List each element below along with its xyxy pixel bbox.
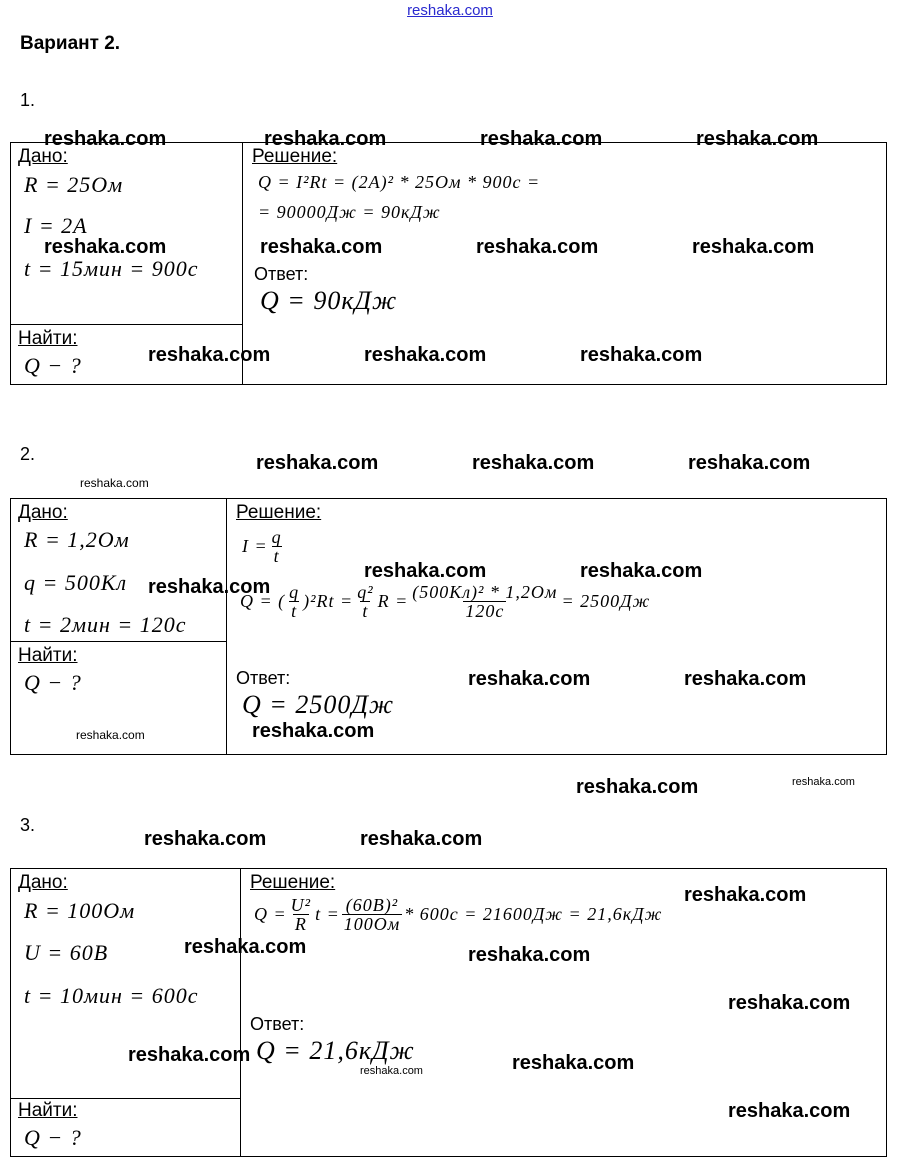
answer-header: Ответ:: [250, 1014, 305, 1034]
find-header: Найти:: [18, 328, 78, 349]
watermark: reshaka.com: [476, 236, 599, 258]
given-header: Дано:: [18, 502, 68, 523]
divider: [226, 498, 227, 755]
given-charge: q = 500Кл: [24, 570, 128, 595]
fraction: [270, 528, 284, 565]
formula-part: t =: [315, 904, 340, 924]
watermark: reshaka.com: [692, 236, 815, 258]
watermark: reshaka.com: [44, 128, 167, 150]
heat-formula: [254, 896, 662, 933]
watermark: reshaka.com: [184, 936, 307, 958]
given-time: t = 15мин = 900с: [24, 256, 199, 281]
watermark: reshaka.com: [360, 828, 483, 850]
heat-formula: [240, 583, 650, 620]
formula-part: I =: [242, 536, 268, 556]
answer-header: Ответ:: [254, 264, 309, 284]
divider: [240, 868, 241, 1157]
numerator: (60B)²: [345, 895, 399, 915]
watermark: reshaka.com: [76, 728, 145, 742]
watermark: reshaka.com: [80, 476, 149, 490]
watermark: reshaka.com: [252, 720, 375, 742]
watermark: reshaka.com: [576, 776, 699, 798]
numerator: q²: [357, 582, 374, 602]
solution-header: Решение:: [250, 872, 336, 893]
watermark: reshaka.com: [468, 668, 591, 690]
watermark: reshaka.com: [148, 576, 271, 598]
watermark: reshaka.com: [792, 776, 855, 788]
given-resistance: R = 100Ом: [24, 898, 136, 923]
denominator: R: [294, 914, 307, 934]
formula-part: )²Rt =: [303, 591, 354, 611]
watermark: reshaka.com: [696, 128, 819, 150]
watermark: reshaka.com: [480, 128, 603, 150]
watermark: reshaka.com: [144, 828, 267, 850]
divider: [10, 324, 242, 325]
denominator: t: [291, 601, 298, 621]
watermark: reshaka.com: [260, 236, 383, 258]
fraction: [289, 896, 313, 933]
site-link[interactable]: reshaka.com: [407, 2, 493, 19]
watermark: reshaka.com: [472, 452, 595, 474]
problem-1-number: 1.: [20, 90, 36, 110]
find-header: Найти:: [18, 645, 78, 666]
given-current: I = 2A: [24, 213, 88, 238]
watermark: reshaka.com: [148, 344, 271, 366]
watermark: reshaka.com: [264, 128, 387, 150]
watermark: reshaka.com: [684, 668, 807, 690]
answer-value: Q = 21,6кДж: [256, 1036, 415, 1065]
answer-value: Q = 90кДж: [260, 286, 398, 315]
numerator: (500Кл)² * 1,2Ом: [412, 582, 558, 602]
problem-3-number: 3.: [20, 815, 36, 835]
find-value: Q − ?: [24, 353, 82, 378]
watermark: reshaka.com: [44, 236, 167, 258]
fraction: [355, 583, 375, 620]
watermark: reshaka.com: [512, 1052, 635, 1074]
watermark: reshaka.com: [468, 944, 591, 966]
formula-part: * 600с = 21600Дж = 21,6кДж: [404, 904, 663, 924]
watermark: reshaka.com: [128, 1044, 251, 1066]
solution-line-1: Q = I²Rt = (2A)² * 25Ом * 900с =: [258, 172, 541, 192]
given-time: t = 2мин = 120с: [24, 612, 187, 637]
denominator: 120с: [465, 601, 505, 621]
watermark: reshaka.com: [360, 1065, 423, 1077]
numerator: U²: [290, 895, 312, 915]
problem-2-number: 2.: [20, 444, 36, 464]
watermark: reshaka.com: [364, 560, 487, 582]
answer-value: Q = 2500Дж: [242, 690, 395, 719]
solution-header: Решение:: [252, 146, 338, 167]
formula-part: = 2500Дж: [561, 591, 651, 611]
denominator: 100Ом: [343, 914, 401, 934]
fraction: [342, 896, 403, 933]
watermark: reshaka.com: [580, 344, 703, 366]
find-value: Q − ?: [24, 1125, 82, 1150]
given-voltage: U = 60B: [24, 940, 109, 965]
watermark: reshaka.com: [728, 992, 851, 1014]
watermark: reshaka.com: [256, 452, 379, 474]
formula-part: Q = (: [240, 591, 286, 611]
given-resistance: R = 1,2Ом: [24, 527, 130, 552]
find-value: Q − ?: [24, 670, 82, 695]
divider: [10, 641, 226, 642]
given-time: t = 10мин = 600с: [24, 983, 199, 1008]
formula-part: R =: [377, 591, 409, 611]
answer-header: Ответ:: [236, 668, 291, 688]
numerator: q: [271, 527, 282, 547]
watermark: reshaka.com: [688, 452, 811, 474]
given-header: Дано:: [18, 146, 68, 167]
solution-line-2: = 90000Дж = 90кДж: [258, 202, 441, 222]
watermark: reshaka.com: [728, 1100, 851, 1122]
fraction: [287, 583, 301, 620]
solution-header: Решение:: [236, 502, 322, 523]
current-formula: [242, 528, 286, 565]
fraction: [410, 583, 559, 620]
watermark: reshaka.com: [580, 560, 703, 582]
divider: [10, 1098, 240, 1099]
denominator: t: [273, 546, 280, 566]
formula-part: Q =: [254, 904, 287, 924]
watermark: reshaka.com: [364, 344, 487, 366]
numerator: q: [289, 582, 300, 602]
find-header: Найти:: [18, 1100, 78, 1121]
watermark: reshaka.com: [684, 884, 807, 906]
denominator: t: [362, 601, 369, 621]
given-resistance: R = 25Ом: [24, 172, 124, 197]
given-header: Дано:: [18, 872, 68, 893]
page-title: Вариант 2.: [20, 33, 121, 54]
